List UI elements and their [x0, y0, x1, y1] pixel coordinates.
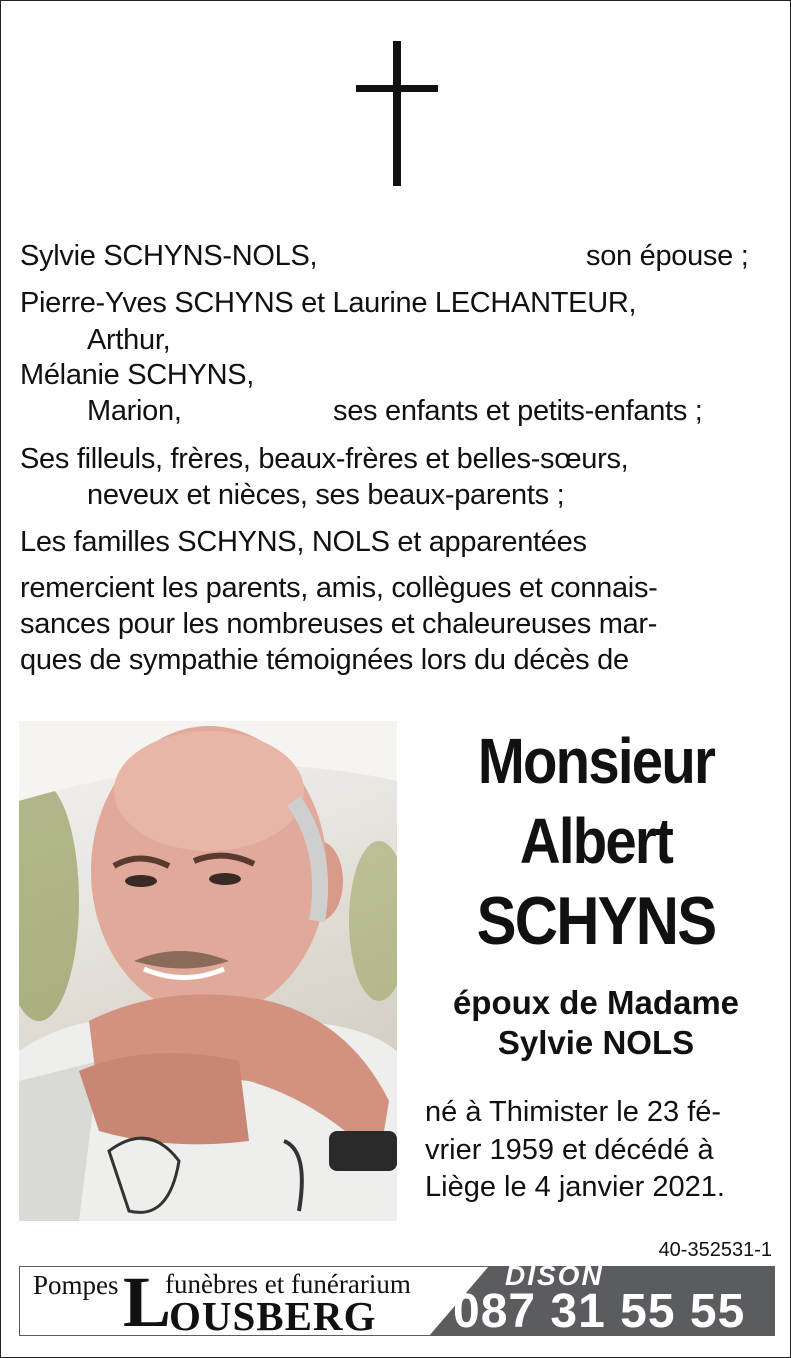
funeral-home-initial: L: [123, 1262, 172, 1342]
thanks-line-3: ques de sympathie témoignées lors du décès de: [20, 644, 629, 676]
family-line-son: Pierre-Yves SCHYNS et Laurine LECHANTEUR,: [20, 287, 637, 319]
funeral-home-name: OUSBERG: [169, 1293, 377, 1339]
deceased-title: Monsieur: [477, 725, 715, 797]
family-line-relatives: Ses filleuls, frères, beaux-frères et belles-sœurs,: [20, 443, 629, 475]
thanks-line-2: sances pour les nombreuses et chaleureuses mar-: [20, 608, 658, 640]
family-line-grandchild-1: Arthur,: [87, 324, 171, 356]
funeral-home-phone: 087 31 55 55: [453, 1285, 746, 1338]
family-line-children-role: ses enfants et petits-enfants ;: [333, 395, 703, 427]
family-line-families: Les familles SCHYNS, NOLS et apparentées: [20, 526, 587, 558]
funeral-home-pompes: Pompes: [33, 1270, 119, 1300]
reference-number: 40-352531-1: [658, 1239, 772, 1261]
family-line-spouse-role: son épouse ;: [586, 240, 749, 272]
funeral-home-banner: [19, 1260, 775, 1342]
deceased-last-name: SCHYNS: [476, 883, 716, 959]
spouse-line-1: époux de Madame: [452, 984, 740, 1021]
funeral-home-subtitle: funèbres et funérarium: [165, 1269, 411, 1299]
cross-icon: [356, 41, 438, 186]
birth-death-line-1: né à Thimister le 23 fé-: [425, 1096, 722, 1128]
family-line-grandchild-2: Marion,: [87, 395, 182, 427]
funeral-home-city: DISON: [505, 1260, 604, 1291]
birth-death-line-3: Liège le 4 janvier 2021.: [425, 1171, 725, 1203]
birth-death-line-2: vrier 1959 et décédé à: [425, 1134, 714, 1166]
family-line-daughter: Mélanie SCHYNS,: [20, 359, 255, 391]
family-line-relatives-2: neveux et nièces, ses beaux-parents ;: [87, 479, 565, 511]
thanks-line-1: remercient les parents, amis, collègues et connais-: [20, 572, 658, 604]
spouse-line-2: Sylvie NOLS: [497, 1024, 695, 1061]
deceased-first-name: Albert: [519, 805, 673, 877]
family-line-spouse: Sylvie SCHYNS-NOLS,: [20, 240, 318, 272]
deceased-portrait: [19, 721, 397, 1221]
